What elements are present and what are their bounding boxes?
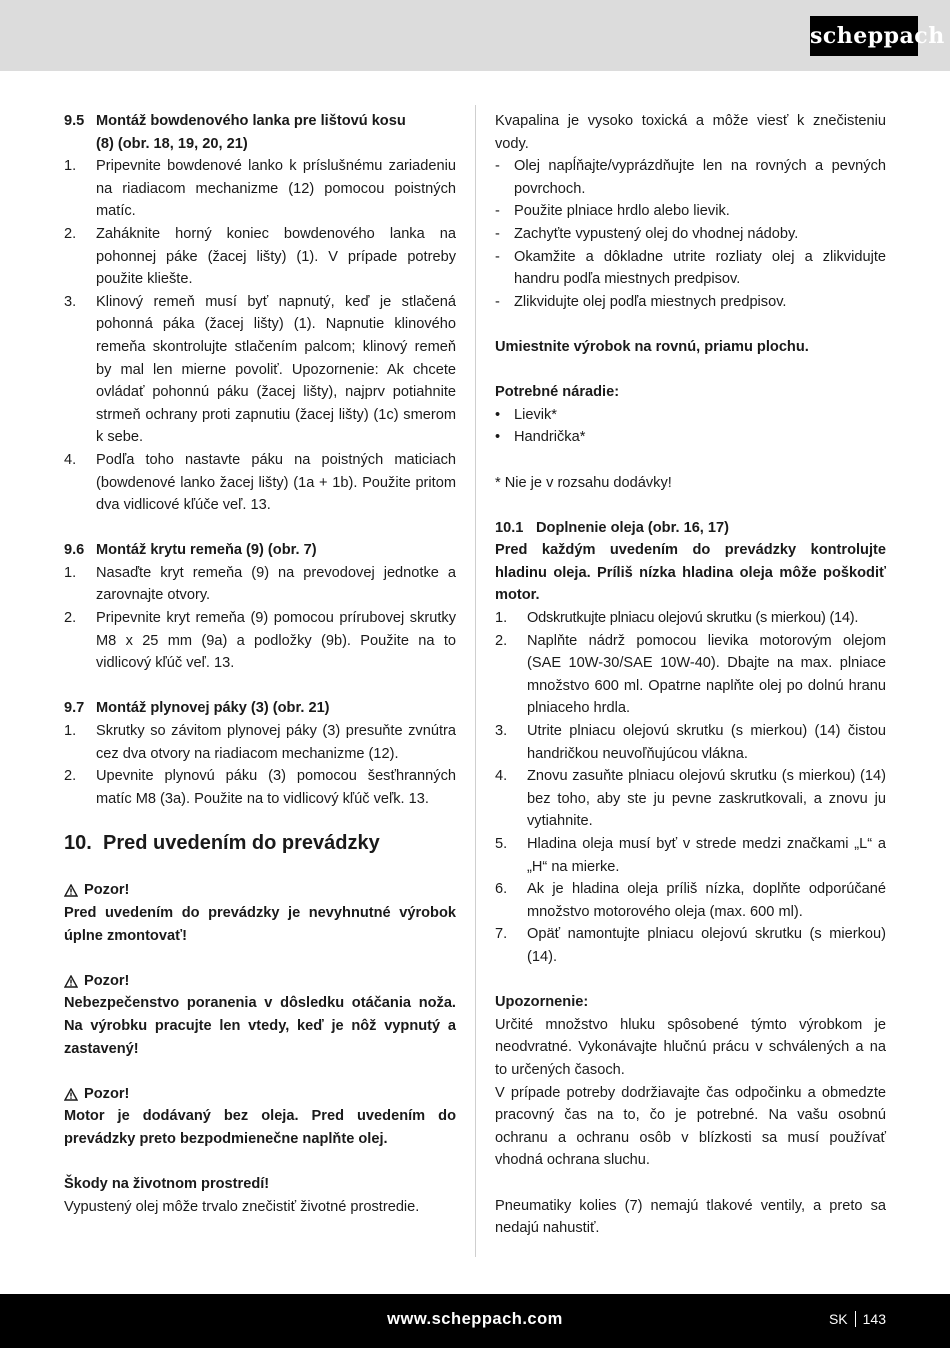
section-subtitle-9-5: (8) (obr. 18, 19, 20, 21) <box>96 135 248 152</box>
list-item: 2. Upevnite plynovú páku (3) pomocou šesťhranných matíc M8 (3a). Použite na to vidlicový kľúč veľk. 13. <box>64 768 456 807</box>
list-item: 5. Hladina oleja musí byť v strede medzi značkami „L“ a „H“ na mierke. <box>495 836 886 875</box>
list-item: 2. Pripevnite kryt remeňa (9) pomocou prírubovej skrutky M8 x 25 mm (9a) a podložky (9b). Použite na to vidlicový kľúč veľ. 13. <box>64 610 456 672</box>
note-heading: Upozornenie: <box>495 994 589 1011</box>
footer-bar <box>0 1294 950 1348</box>
note-text: Určité množstvo hluku spôsobené týmto výrobkom je neodvratné. Vykonávajte hlučnú prácu v schválených a na to určených časoch. <box>495 1016 886 1078</box>
warning-text: Pred uvedením do prevádzky je nevyhnutné výrobok úplne zmontovať! <box>64 905 456 944</box>
list-item: - Použite plniace hrdlo alebo lievik. <box>495 203 730 220</box>
list-item: 4. Podľa toho nastavte páku na poistných maticiach (bowdenové lanko žacej lišty) (1a + 1b). Použite pritom dva vidlicové kľúče veľ. 13. <box>64 451 456 514</box>
list-item: 7. Opäť namontujte plniacu olejovú skrutku (s mierkou) (14). <box>495 926 886 965</box>
warning-text: Nebezpečenstvo poranenia v dôsledku otáčania noža. Na výrobku pracujte len vtedy, keď je nôž vypnutý a zastavený! <box>64 995 456 1057</box>
list-item: 3. Klinový remeň musí byť napnutý, keď je stlačená pohonná páka (žacej lišty) (1). Napnutie klinového remeňa skontrolujte stlačením palcom; klinový remeň by mal len mierne povoliť. Upozornenie: Ak chcete ovládať pohonnú páku (žacej lišty), najprv potiahnite strmeň ochrany proti zapnutiu (žacej lišty) (1c) smerom k sebe. <box>64 293 456 446</box>
list-item: 1. Skrutky so závitom plynovej páky (3) presuňte zvnútra cez dva otvory na riadiacom mechanizme (12). <box>64 723 456 762</box>
warning-icon <box>64 975 78 988</box>
list-item: 3. Utrite plniacu olejovú skrutku (s mierkou) (14) čistou handričkou neuvoľňujúcou vlákna. <box>495 723 886 762</box>
header-bar <box>0 0 950 71</box>
warning-label: Pozor! <box>64 970 456 993</box>
list-item: 6. Ak je hladina oleja príliš nízka, doplňte odporúčané množstvo motorového oleja (max. 600 ml). <box>495 881 886 920</box>
language-code: SK <box>828 1311 848 1327</box>
brand-logo: scheppach <box>810 16 918 56</box>
right-column <box>495 110 886 1240</box>
environment-text: Vypustený olej môže trvalo znečistiť životné prostredie. <box>64 1198 420 1215</box>
note-text: V prípade potreby dodržiavajte čas odpočinku a obmedzte pracovný čas na to, čo je potrebné. Na vašu osobnú ochranu a ochranu osôb v blízkosti sa musí používať vhodná ochrana sluchu. <box>495 1084 886 1169</box>
intro-text: Kvapalina je vysoko toxická a môže viesť k znečisteniu vody. <box>495 113 886 152</box>
list-item: 4. Znovu zasuňte plniacu olejovú skrutku (s mierkou) (14) bez toho, aby ste ju pevne zaskrutkovali, a znovu ju vytiahnite. <box>495 768 886 830</box>
list-item: - Okamžite a dôkladne utrite rozliaty olej a zlikvidujte handru podľa miestnych predpisov. <box>495 248 886 288</box>
warning-label: Pozor! <box>64 1083 456 1106</box>
warning-label: Pozor! <box>64 879 456 902</box>
chapter-heading: 10. Pred uvedením do prevádzky <box>64 832 380 855</box>
list-item: • Lievik* <box>495 406 557 423</box>
section-heading-10-1: 10.1 Doplnenie oleja (obr. 16, 17) <box>495 519 730 536</box>
warning-icon <box>64 884 78 897</box>
list-item: 1. Odskrutkujte plniacu olejovú skrutku (s mierkou) (14). <box>495 610 859 627</box>
column-divider <box>475 105 476 1257</box>
left-column <box>64 110 456 1218</box>
page-number: 143 <box>862 1311 886 1327</box>
list-item: • Handrička* <box>495 429 586 446</box>
section-lead: Pred každým uvedením do prevádzky kontrolujte hladinu oleja. Príliš nízka hladina oleja môže poškodiť motor. <box>495 542 886 604</box>
environment-heading: Škody na životnom prostredí! <box>64 1176 270 1193</box>
list-item: - Zlikvidujte olej podľa miestnych predpisov. <box>495 293 787 310</box>
not-included-note: * Nie je v rozsahu dodávky! <box>495 474 672 491</box>
page-separator <box>855 1311 856 1327</box>
section-heading-9-6: 9.6 Montáž krytu remeňa (9) (obr. 7) <box>64 542 317 559</box>
section-heading-9-7: 9.7 Montáž plynovej páky (3) (obr. 21) <box>64 700 330 717</box>
tools-heading: Potrebné náradie: <box>495 384 620 401</box>
list-item: - Olej napĺňajte/vyprázdňujte len na rovných a pevných povrchoch. <box>495 158 886 197</box>
list-item: - Zachyťte vypustený olej do vhodnej nádoby. <box>495 225 799 242</box>
page-info <box>829 1309 886 1329</box>
list-item: 1. Nasaďte kryt remeňa (9) na prevodovej jednotke a zarovnajte otvory. <box>64 564 456 604</box>
list-item: 2. Zaháknite horný koniec bowdenového lanka na pohonnej páke (žacej lišty) (1). V prípade potreby použite kliešte. <box>64 225 456 288</box>
list-item: 1. Pripevnite bowdenové lanko k príslušnému zariadeniu na riadiacom mechanizme (12) pomocou poistných matíc. <box>64 158 456 220</box>
tires-note: Pneumatiky kolies (7) nemajú tlakové ventily, a preto sa nedajú nahustiť. <box>495 1197 886 1237</box>
section-heading-9-5: 9.5 Montáž bowdenového lanka pre lištovú kosu <box>64 113 406 129</box>
warning-text: Motor je dodávaný bez oleja. Pred uvedením do prevádzky preto bezpodmienečne naplňte olej. <box>64 1108 456 1147</box>
website-link[interactable]: www.scheppach.com <box>387 1310 563 1328</box>
warning-icon <box>64 1088 78 1101</box>
list-item: 2. Naplňte nádrž pomocou lievika motorovým olejom (SAE 10W-30/SAE 10W-40). Dbajte na max. plniace množstvo 600 ml. Opatrne naplňte olej po dolnú hranu plniaceho hrdla. <box>495 632 886 717</box>
placement-note: Umiestnite výrobok na rovnú, priamu plochu. <box>495 338 809 355</box>
